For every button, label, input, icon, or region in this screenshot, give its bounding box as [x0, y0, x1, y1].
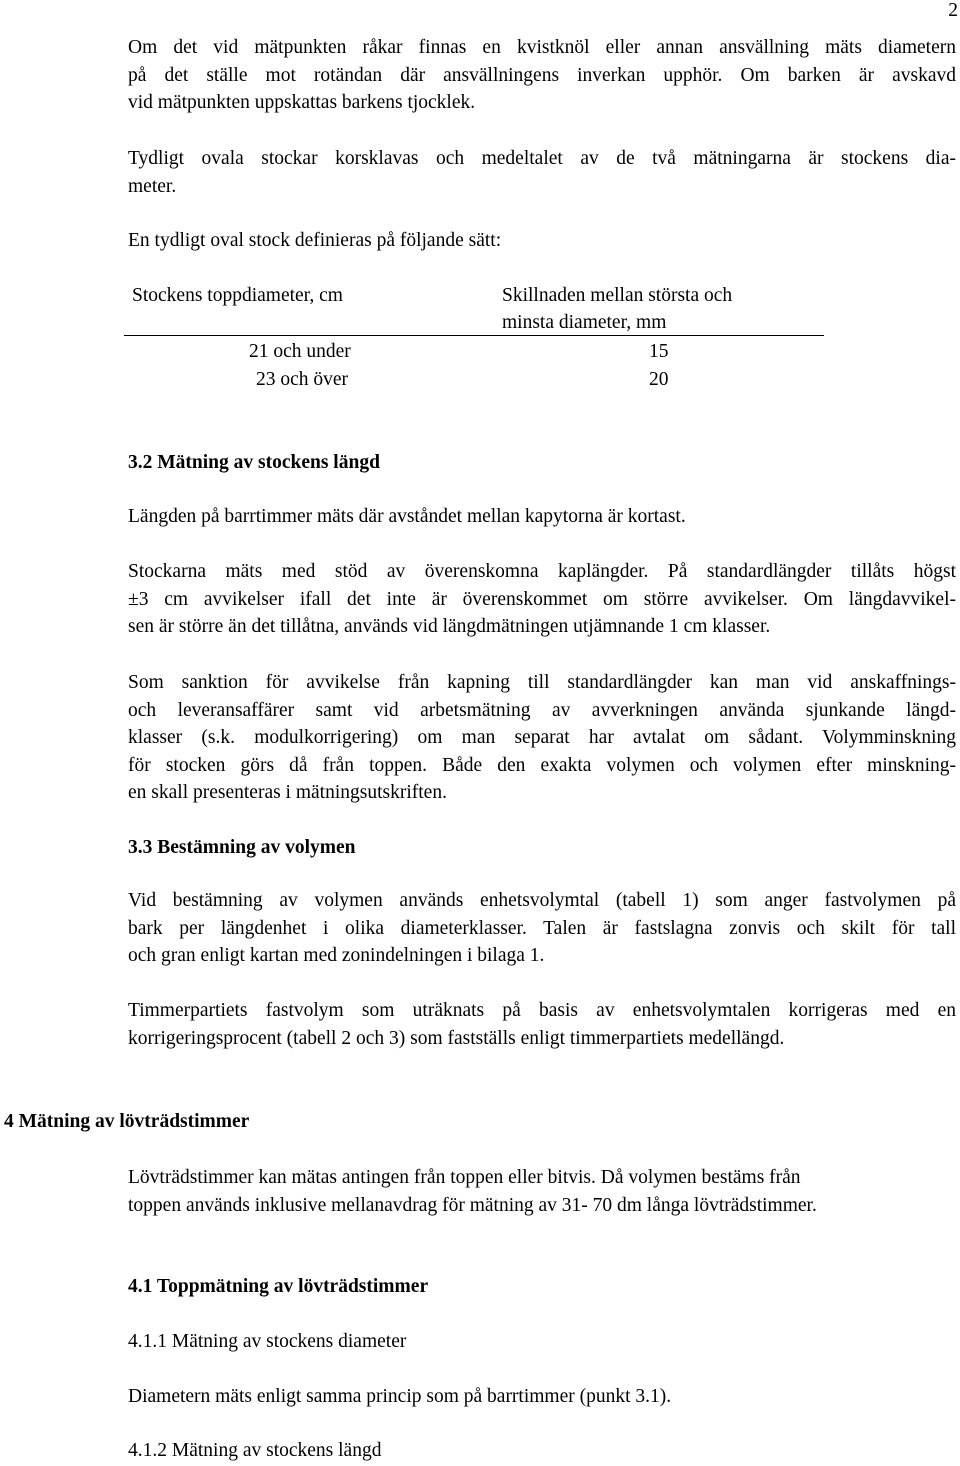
- text-line: för stocken görs då från toppen. Både den exakta volymen och volymen efter minskning-: [128, 754, 956, 776]
- section-3-2-paragraph-3: [128, 669, 956, 807]
- section-3-3-paragraph-2: [128, 997, 956, 1052]
- text-line: Tydligt ovala stockar korsklavas och medeltalet av de två mätningarna är stockens dia-: [128, 148, 956, 169]
- text-line: korrigeringsprocent (tabell 2 och 3) som fastställs enligt timmerpartiets medellängd.: [128, 1027, 785, 1049]
- section-heading-3-2: 3.2 Mätning av stockens längd: [128, 452, 380, 473]
- table-cell-difference: 15: [649, 341, 669, 362]
- table-cell-difference: 20: [649, 369, 669, 390]
- section-3-3-paragraph-1: [128, 887, 956, 970]
- section-heading-3-3: 3.3 Bestämning av volymen: [128, 837, 356, 858]
- section-heading-4: 4 Mätning av lövträdstimmer: [4, 1111, 250, 1132]
- table-cell-diameter: 23 och över: [256, 369, 349, 390]
- oval-definition: En tydligt oval stock definieras på följande sätt:: [128, 230, 502, 251]
- section-heading-4-1: 4.1 Toppmätning av lövträdstimmer: [128, 1276, 429, 1297]
- section-3-2-paragraph-2: [128, 558, 956, 641]
- text-line: och gran enligt kartan med zonindelningen i bilaga 1.: [128, 945, 545, 966]
- text-line: på det ställe mot rotändan där ansvällningens inverkan upphör. Om barken är avskavd: [128, 64, 956, 86]
- subsection-4-1-1-text: Diametern mäts enligt samma princip som på barrtimmer (punkt 3.1).: [128, 1386, 672, 1407]
- table-header-difference: Skillnaden mellan största och: [502, 285, 733, 306]
- text-line: bark per längdenhet i olika diameterklasser. Talen är fastslagna zonvis och skilt för tall: [128, 917, 956, 939]
- table-rule: [124, 335, 824, 336]
- text-line: Lövträdstimmer kan mätas antingen från toppen eller bitvis. Då volymen bestäms från: [128, 1167, 801, 1188]
- text-line: Om det vid mätpunkten råkar finnas en kvistknöl eller annan ansvällning mäts diametern: [128, 37, 956, 58]
- subsection-heading-4-1-1: 4.1.1 Mätning av stockens diameter: [128, 1331, 407, 1352]
- section-3-2-paragraph-1: Längden på barrtimmer mäts där avståndet mellan kapytorna är kortast.: [128, 506, 686, 527]
- section-4-paragraph-1: [128, 1164, 956, 1219]
- subsection-heading-4-1-2: 4.1.2 Mätning av stockens längd: [128, 1440, 382, 1461]
- oval-paragraph: [128, 145, 956, 200]
- intro-paragraph: [128, 34, 956, 117]
- text-line: och leveransaffärer samt vid arbetsmätning av avverkningen använda sjunkande längd-: [128, 699, 956, 721]
- text-line: toppen används inklusive mellanavdrag för mätning av 31- 70 dm långa lövträdstimmer.: [128, 1194, 817, 1216]
- text-line: meter.: [128, 175, 177, 197]
- text-line: vid mätpunkten uppskattas barkens tjocklek.: [128, 92, 476, 113]
- text-line: klasser (s.k. modulkorrigering) om man separat har avtalat om sådant. Volymminskning: [128, 727, 956, 748]
- table-header-diameter: Stockens toppdiameter, cm: [132, 285, 343, 306]
- text-line: Vid bestämning av volymen används enhetsvolymtal (tabell 1) som anger fastvolymen på: [128, 890, 956, 911]
- text-line: Stockarna mäts med stöd av överenskomna kaplängder. På standardlängder tillåts högst: [128, 561, 956, 582]
- text-line: en skall presenteras i mätningsutskriften.: [128, 782, 447, 803]
- text-line: ±3 cm avvikelser ifall det inte är överenskommet om större avvikelser. Om längdavvikel-: [128, 588, 956, 610]
- text-line: Timmerpartiets fastvolym som uträknats på basis av enhetsvolymtalen korrigeras med en: [128, 1000, 956, 1021]
- text-line: Som sanktion för avvikelse från kapning till standardlängder kan man vid anskaffnings-: [128, 672, 956, 693]
- table-cell-diameter: 21 och under: [249, 341, 351, 362]
- page-number: 2: [948, 0, 958, 21]
- text-line: sen är större än det tillåtna, används vid längdmätningen utjämnande 1 cm klasser.: [128, 616, 771, 637]
- table-header-difference-line2: minsta diameter, mm: [502, 312, 667, 333]
